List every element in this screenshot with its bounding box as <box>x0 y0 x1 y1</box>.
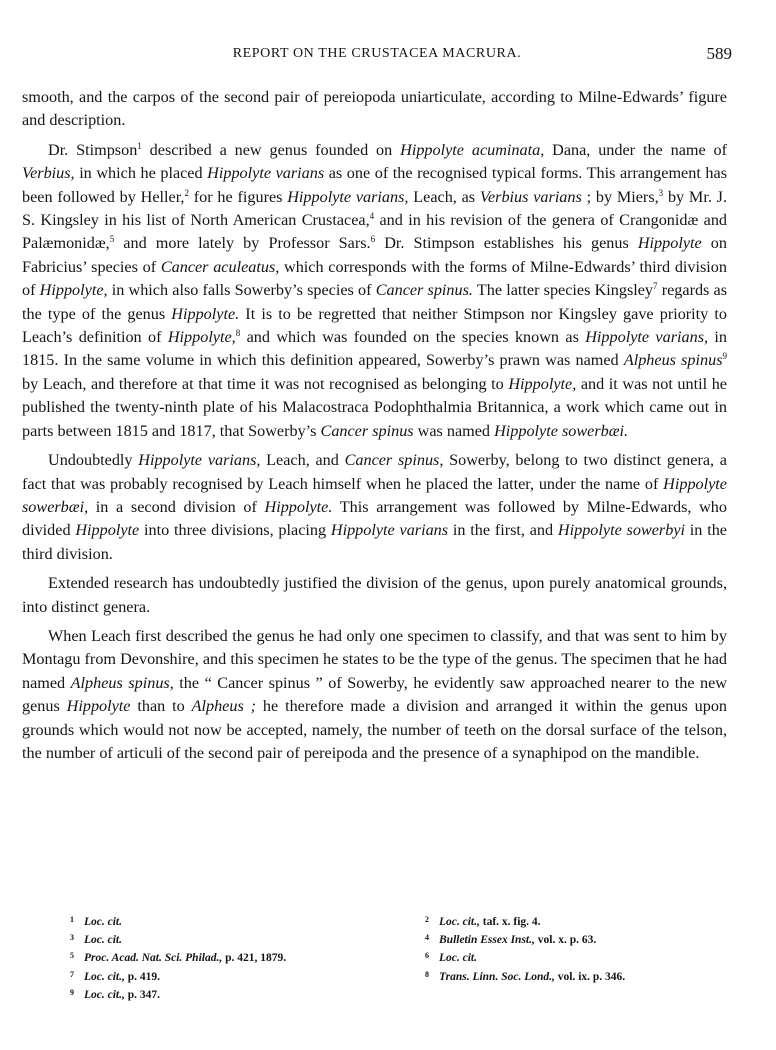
italic-text: Alpheus spinus, <box>70 673 174 692</box>
text-run: into three divisions, placing <box>139 521 331 540</box>
italic-text: Hippolyte. <box>264 497 333 516</box>
footnote-number: 4 <box>425 933 429 943</box>
italic-text: Loc. cit., <box>84 988 125 1001</box>
footnote <box>70 985 400 1003</box>
italic-text: Hippolyte. <box>171 304 240 323</box>
text-run: Dana, under the name of <box>544 140 728 159</box>
text-run: described a new genus founded on <box>141 140 401 159</box>
footnote-ref: 6 <box>370 234 376 245</box>
text-run: he therefore made a division and arranged it within the genus upon grounds which would not now be accepted, namely, the number of teeth on the dorsal surface of the telson, the number of articuli of the second pair of pereipoda and the presence of a synaphipod on the mandible. <box>22 697 728 762</box>
header-title: REPORT ON THE CRUSTACEA MACRURA. <box>232 46 522 61</box>
italic-text: Loc. cit. <box>439 952 477 965</box>
italic-text: Hippolyte <box>66 697 131 716</box>
text-run: in the first, and <box>448 521 558 540</box>
text-run: on Fabricius’ species of <box>22 234 727 276</box>
text-run: This arrangement was followed by Milne-Edwards, who divided <box>22 497 727 540</box>
italic-text: Cancer spinus <box>320 421 414 440</box>
italic-text: Hippolyte varians, <box>585 328 709 347</box>
italic-text: Hippolyte varians, <box>287 187 409 206</box>
footnote-ref: 8 <box>235 328 241 339</box>
footnote-ref: 7 <box>653 281 658 292</box>
text-run: Undoubtedly <box>48 451 139 470</box>
text-run: in the third division. <box>22 521 727 563</box>
footnote <box>425 967 755 985</box>
italic-text: Loc. cit., <box>439 916 480 928</box>
italic-text: Hippolyte sowerbæi, <box>22 474 727 516</box>
text-run: for he figures <box>188 187 288 206</box>
text-run: in 1815. In the same volume in which this definition appeared, Sowerby’s prawn was named <box>22 328 727 370</box>
paragraph <box>22 86 727 133</box>
body-text <box>22 86 727 771</box>
text-run: Leach, and <box>260 451 345 470</box>
footnote-number: 1 <box>70 915 74 924</box>
text-run: the “ Cancer spinus ” of Sowerby, he evidently saw approached nearer to the new genus <box>22 673 727 716</box>
italic-text: Hippolyte acuminata, <box>400 140 545 159</box>
text-run: by Mr. J. S. Kingsley in his list of North American Crustacea, <box>22 187 727 230</box>
footnote-ref: 5 <box>109 234 115 245</box>
italic-text: Hippolyte, <box>39 281 108 300</box>
page-number: 589 <box>706 44 732 63</box>
text-run: in which also falls Sowerby’s species of <box>107 281 376 300</box>
footnote <box>425 912 755 930</box>
footnote <box>425 948 755 966</box>
italic-text: Hippolyte, <box>167 328 236 347</box>
footnote-ref: 4 <box>369 211 375 222</box>
text-run: It is to be regretted that neither Stimpson nor Kingsley gave priority to Leach’s definition of <box>22 304 727 347</box>
footnote-ref: 2 <box>184 187 189 198</box>
footnote-ref: 9 <box>722 351 728 362</box>
italic-text: Hippolyte <box>75 521 140 540</box>
paragraph <box>22 625 727 765</box>
italic-text: Hippolyte varians <box>330 521 449 540</box>
italic-text: Hippolyte <box>637 234 702 253</box>
text-run: Leach, as <box>408 187 480 206</box>
text-run: as one of the recognised typical forms. This arrangement has been followed by Heller, <box>22 164 727 206</box>
italic-text: Cancer spinus. <box>375 281 473 300</box>
paragraph <box>22 572 727 619</box>
text-run: and it was not until he published the twenty-ninth plate of his Malacostraca Podophthalmia Britannica, a work which came out in parts between 1815 and 1817, that Sowerby’s <box>22 374 727 440</box>
text-run: Sowerby, belong to two distinct genera, a fact that was probably recognised by Leach himself when he placed the latter, under the name of <box>22 451 727 493</box>
italic-text: Cancer aculeatus, <box>160 257 280 276</box>
text-run: and which was founded on the species known as <box>240 328 586 347</box>
italic-text: Loc. cit., <box>84 970 125 983</box>
italic-text: Loc. cit. <box>84 934 122 947</box>
footnotes-right-column <box>425 912 755 985</box>
paragraph <box>22 449 727 566</box>
text-run: by Leach, and therefore at that time it was not recognised as belonging to <box>22 374 509 393</box>
italic-text: Hippolyte varians, <box>138 451 261 470</box>
footnote-number: 6 <box>425 951 429 961</box>
footnote <box>70 967 400 985</box>
text-run: vol. ix. p. 346. <box>554 970 626 983</box>
text-run: which corresponds with the forms of Milne-Edwards’ third division of <box>22 257 727 300</box>
italic-text: Trans. Linn. Soc. Lond., <box>439 970 555 983</box>
italic-text: Hippolyte sowerbyi <box>557 521 686 540</box>
italic-text: Verbius, <box>22 164 75 183</box>
running-header <box>22 44 732 66</box>
paragraph <box>22 139 727 443</box>
text-run: Dr. Stimpson establishes his genus <box>375 234 638 253</box>
text-run: Extended research has undoubtedly justified the division of the genus, upon purely anatomical grounds, into distinct genera. <box>22 574 727 616</box>
footnote-ref: 1 <box>137 140 142 151</box>
italic-text: Hippolyte sowerbæi. <box>494 421 629 440</box>
footnote-ref: 3 <box>658 187 664 198</box>
text-run: The latter species Kingsley <box>472 281 654 300</box>
italic-text: Loc. cit. <box>84 916 122 928</box>
footnote-number: 3 <box>70 933 74 943</box>
text-run: and in his revision of the genera of Crangonidæ and Palæmonidæ, <box>22 211 728 253</box>
text-run: p. 421, 1879. <box>222 952 287 965</box>
footnote <box>425 930 755 948</box>
text-run: smooth, and the carpos of the second pair of pereiopoda uniarticulate, according to Milne-Edwards’ figure and description. <box>22 88 727 130</box>
text-run: in a second division of <box>88 497 265 516</box>
text-run: ; by Miers, <box>581 187 659 206</box>
italic-text: Proc. Acad. Nat. Sci. Philad., <box>84 952 223 965</box>
footnote-number: 8 <box>425 969 429 979</box>
footnote-number: 2 <box>425 915 429 924</box>
footnotes-left-column <box>70 912 400 1003</box>
text-run: than to <box>130 697 192 716</box>
text-run: was named <box>413 421 495 440</box>
text-run: in which he placed <box>74 164 208 183</box>
footnote-number: 9 <box>70 987 74 997</box>
footnote-number: 7 <box>70 969 74 979</box>
text-run: Dr. Stimpson <box>48 140 138 159</box>
italic-text: Alpheus spinus <box>623 351 723 370</box>
italic-text: Hippolyte, <box>508 374 577 393</box>
text-run: When Leach first described the genus he had only one specimen to classify, and that was sent to him by Montagu from Devonshire, and this specimen he states to be the type of the genus. The specimen that he had named <box>22 626 727 692</box>
footnote <box>70 912 400 930</box>
text-run: vol. x. p. 63. <box>534 934 597 947</box>
italic-text: Verbius varians <box>479 187 582 206</box>
text-run: p. 347. <box>124 988 161 1001</box>
text-run: and more lately by Professor Sars. <box>114 234 371 253</box>
text-run: taf. x. fig. 4. <box>479 916 541 928</box>
footnote <box>70 948 400 966</box>
text-run: regards as the type of the genus <box>22 281 728 323</box>
footnote-number: 5 <box>70 951 74 961</box>
italic-text: Bulletin Essex Inst., <box>439 934 535 947</box>
text-run: p. 419. <box>124 970 161 983</box>
footnote <box>70 930 400 948</box>
italic-text: Hippolyte varians <box>207 164 325 183</box>
italic-text: Cancer spinus, <box>344 451 444 470</box>
italic-text: Alpheus ; <box>191 697 257 716</box>
